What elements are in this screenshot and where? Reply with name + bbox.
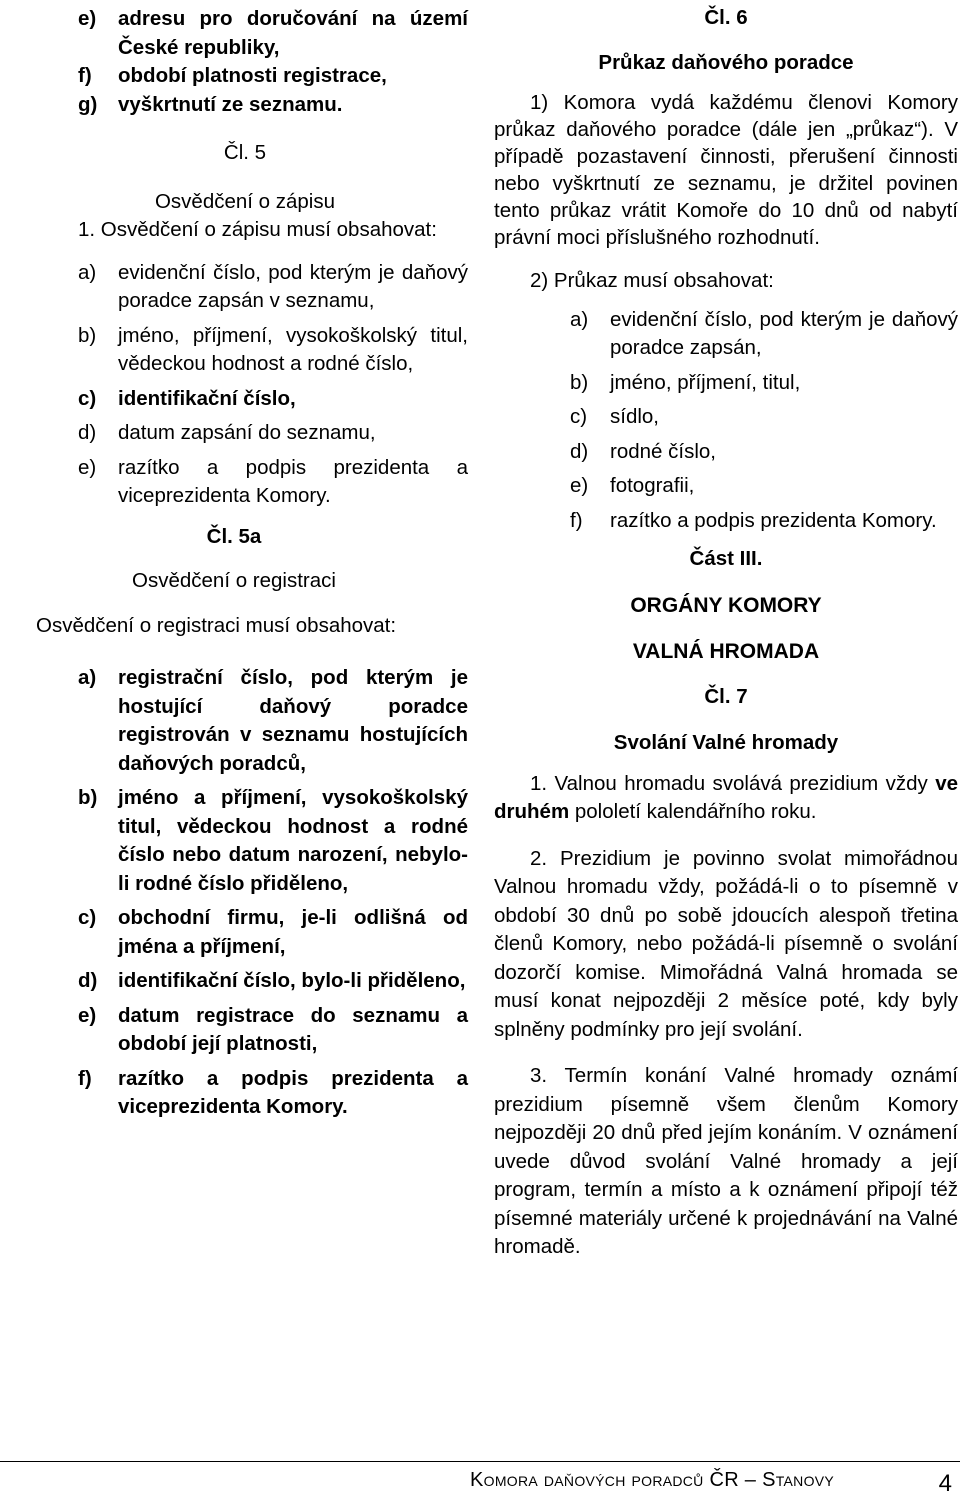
paragraph: 2) Průkaz musí obsahovat: bbox=[530, 269, 774, 292]
cl5-list bbox=[0, 259, 468, 511]
paragraph: Osvědčení o registraci musí obsahovat: bbox=[36, 613, 397, 637]
list-item: e) fotografii, bbox=[570, 474, 695, 497]
paragraph: 2. Prezidium je povinno svolat mimořádnou Valnou hromadu vždy, požádá-li o to písemně v období 30 dnů po sobě jdoucích alespoň třetina členů Komory, nebo požádá-li písemně o svolání dozorčí komise. Mimořádná Valná hromada se musí konat nejpozději 2 měsíce poté, kdy byly splněny podmínky pro její svolání. bbox=[494, 846, 958, 1041]
paragraph: 1. Osvědčení o zápisu musí obsahovat: bbox=[78, 218, 437, 241]
article-number: Čl. 6 bbox=[704, 6, 748, 29]
left-column bbox=[0, 0, 468, 1122]
page-number: 4 bbox=[938, 1470, 952, 1497]
footer-title: Komora daňových poradců ČR – Stanovy bbox=[470, 1469, 835, 1491]
cl5a-list bbox=[0, 664, 468, 1122]
list-item: f) období platnosti registrace, bbox=[78, 64, 387, 87]
list-item: c) obchodní firmu, je-li odlišná od jména a příjmení, bbox=[78, 906, 468, 958]
list-item: a) evidenční číslo, pod kterým je daňový poradce zapsán v seznamu, bbox=[78, 260, 468, 312]
footer-divider bbox=[0, 1461, 960, 1462]
article-number: Čl. 5a bbox=[206, 524, 262, 548]
right-column bbox=[494, 0, 958, 1262]
list-item: e) razítko a podpis prezidenta a viceprezidenta Komory. bbox=[78, 455, 468, 507]
paragraph: 1) Komora vydá každému členovi Komory průkaz daňového poradce (dále jen „průkaz“). V případě pozastavení činnosti, přerušení činnosti nebo vyškrtnutí ze seznamu, je držitel povinen tento průkaz vrátit Komoře do 10 dnů od nabytí právní moci příslušného rozhodnutí. bbox=[494, 91, 958, 249]
section-heading: ORGÁNY KOMORY bbox=[630, 593, 822, 617]
list-item: c) identifikační číslo, bbox=[78, 386, 296, 410]
list-item: a) evidenční číslo, pod kterým je daňový poradce zapsán, bbox=[570, 307, 958, 359]
list-item: b) jméno, příjmení, vysokoškolský titul, vědeckou hodnost a rodné číslo, bbox=[78, 323, 468, 375]
list-item: d) rodné číslo, bbox=[570, 439, 716, 463]
list-item: d) datum zapsání do seznamu, bbox=[78, 421, 376, 444]
list-item: e) datum registrace do seznamu a období její platnosti, bbox=[78, 1003, 468, 1055]
list-item: c) sídlo, bbox=[570, 405, 659, 428]
cl6-list bbox=[494, 306, 958, 536]
paragraph: 1. Valnou hromadu svolává prezidium vždy ve druhém pololetí kalendářního roku. bbox=[494, 771, 958, 823]
list-item: a) registrační číslo, pod kterým je hostující daňový poradce registrován v seznamu hostujících daňových poradců, bbox=[78, 666, 468, 775]
paragraph: 3. Termín konání Valné hromady oznámí prezidium písemně všem členům Komory nejpozději 20 dnů před jejím konáním. V oznámení uvede důvod svolání Valné hromady a její program, termín a místo a k oznámení připojí též písemné materiály určené k projednávání na Valné hromadě. bbox=[494, 1064, 958, 1258]
list-item: d) identifikační číslo, bylo-li přiděleno, bbox=[78, 969, 466, 992]
article-title: Osvědčení o registraci bbox=[132, 569, 336, 592]
list-item: f) razítko a podpis prezidenta Komory. bbox=[570, 508, 937, 532]
list-item: g) vyškrtnutí ze seznamu. bbox=[78, 92, 343, 116]
article-number: Čl. 5 bbox=[223, 141, 267, 164]
article-title: Osvědčení o zápisu bbox=[154, 189, 336, 213]
section-heading: VALNÁ HROMADA bbox=[632, 640, 820, 663]
part-heading: Část III. bbox=[689, 547, 763, 570]
article-number: Čl. 7 bbox=[704, 684, 748, 708]
list-item: b) jméno, příjmení, titul, bbox=[570, 370, 801, 394]
cl4-tail-list bbox=[0, 5, 468, 119]
article-title: Svolání Valné hromady bbox=[613, 731, 839, 754]
list-item: b) jméno a příjmení, vysokoškolský titul, vědeckou hodnost a rodné číslo nebo datum narození, nebylo-li rodné číslo přiděleno, bbox=[78, 786, 468, 895]
article-title: Průkaz daňového poradce bbox=[598, 50, 854, 74]
list-item: e) adresu pro doručování na území České republiky, bbox=[78, 7, 468, 59]
list-item: f) razítko a podpis prezidenta a viceprezidenta Komory. bbox=[78, 1066, 468, 1118]
